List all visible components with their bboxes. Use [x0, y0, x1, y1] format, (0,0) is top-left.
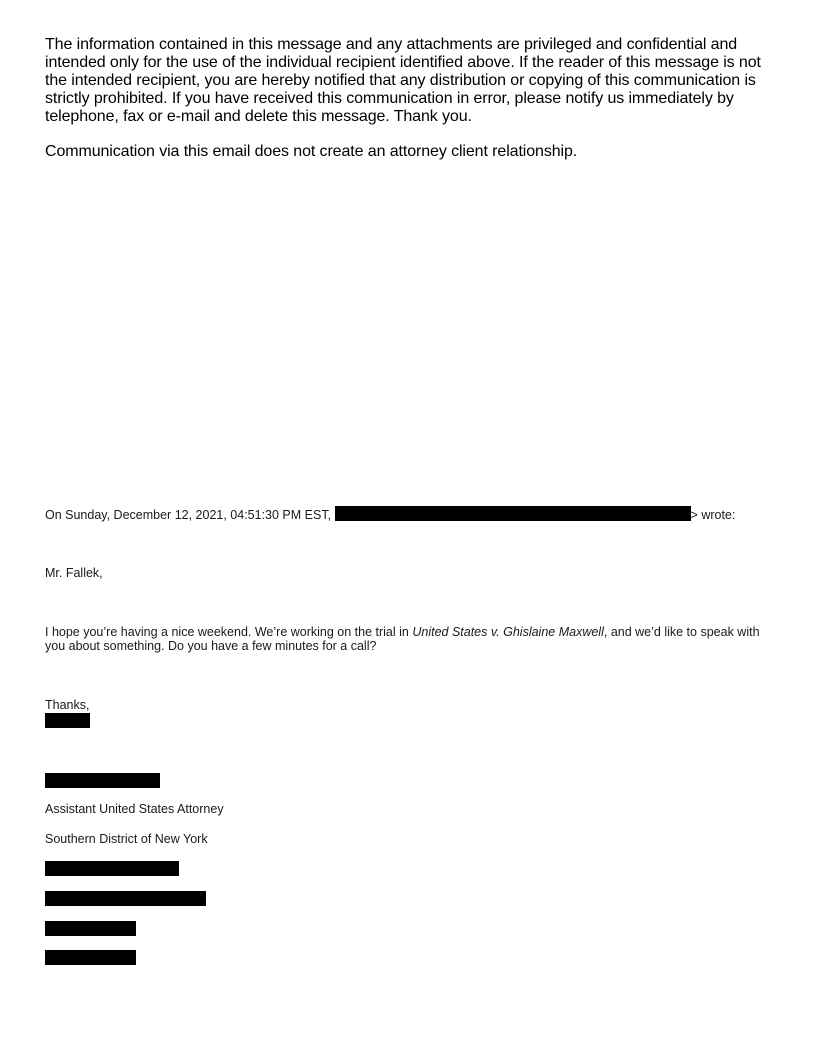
signature-office: Southern District of New York [45, 832, 208, 846]
case-name: United States v. Ghislaine Maxwell [412, 625, 604, 639]
quoted-email-date: On Sunday, December 12, 2021, 04:51:30 PM EST, [45, 508, 332, 522]
email-body [45, 625, 765, 653]
email-body-text-2: , and we’d like to speak with you about something. Do you have a few minutes for a call? [45, 625, 760, 653]
email-closing: Thanks, [45, 698, 90, 712]
redacted-sender-first-name [45, 713, 90, 728]
confidentiality-notice: The information contained in this message and any attachments are privileged and confidential and intended only for the use of the individual recipient identified above. If the reader of this message is not the intended recipient, you are hereby notified that any distribution or copying of this communication is strictly prohibited. If you have received this communication in error, please notify us immediately by telephone, fax or e-mail and delete this message. Thank you. [45, 36, 761, 125]
quoted-email-header [45, 506, 735, 522]
redacted-sender-full-name [45, 773, 160, 788]
signature-title: Assistant United States Attorney [45, 802, 224, 816]
email-greeting: Mr. Fallek, [45, 566, 103, 580]
redacted-phone-line-1 [45, 921, 136, 936]
redacted-address-line-1 [45, 861, 179, 876]
email-body-text-1: I hope you’re having a nice weekend. We’re working on the trial in [45, 625, 413, 639]
quoted-email-wrote: > wrote: [690, 508, 736, 522]
redacted-phone-line-2 [45, 950, 136, 965]
redacted-sender-address [335, 506, 691, 521]
redacted-address-line-2 [45, 891, 206, 906]
attorney-client-notice: Communication via this email does not create an attorney client relationship. [45, 143, 578, 160]
